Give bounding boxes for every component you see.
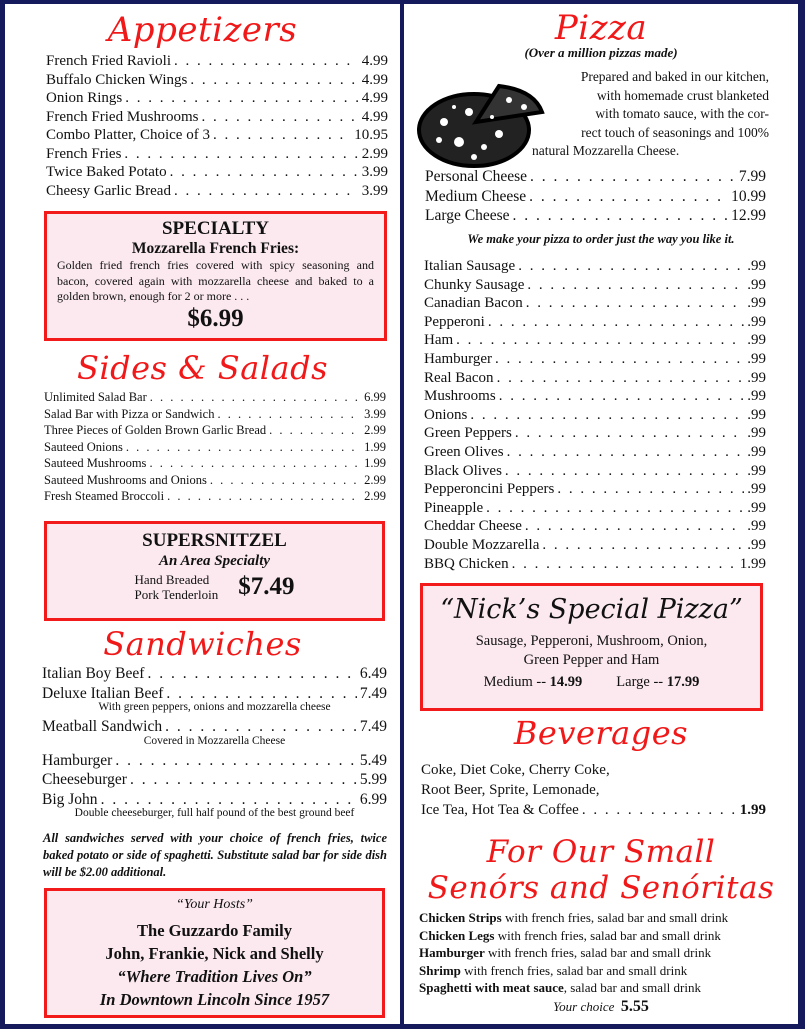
item-price: 7.99 bbox=[738, 168, 766, 185]
sandwiches-footnote: All sandwiches served with your choice of french fries, twice baked potato or side of spaghetti. Substitute salad bar for side dish will be $2.00 additional. bbox=[43, 831, 387, 879]
item-price: 10.95 bbox=[354, 127, 388, 143]
menu-item bbox=[44, 488, 386, 505]
menu-item bbox=[46, 126, 388, 145]
kids-item bbox=[419, 962, 728, 980]
pizza-description-line: natural Mozzarella Cheese. bbox=[532, 143, 680, 158]
item-price: 6.99 bbox=[359, 790, 387, 808]
menu-item bbox=[46, 163, 388, 182]
item-name: Fresh Steamed Broccoli bbox=[44, 489, 165, 503]
item-name: Personal Cheese bbox=[425, 168, 528, 185]
specialty-description: Golden fried french fries covered with spicy seasoning and bacon, covered again with mozzarella cheese and baked to a golden brown, enough for 2 or more . . . bbox=[57, 258, 374, 303]
item-name: Large Cheese bbox=[425, 207, 510, 224]
leader-dots bbox=[526, 294, 745, 313]
nicks-line2: Green Pepper and Ham bbox=[523, 652, 660, 668]
menu-item bbox=[424, 480, 766, 499]
item-name: Cheesy Garlic Bread bbox=[46, 182, 171, 199]
nicks-special-box bbox=[420, 583, 763, 711]
item-name: Mushrooms bbox=[424, 388, 496, 405]
sides-title: Sides & Salads bbox=[76, 349, 329, 387]
menu-item bbox=[424, 369, 766, 388]
leader-dots bbox=[456, 331, 744, 350]
pizza-description bbox=[532, 68, 769, 161]
item-price: 2.99 bbox=[361, 145, 388, 162]
specialty-box bbox=[44, 211, 387, 341]
menu-item bbox=[424, 387, 766, 406]
item-price: 1.99 bbox=[364, 456, 386, 470]
kids-item-desc: with french fries, salad bar and small drink bbox=[494, 927, 721, 943]
item-price: 2.99 bbox=[364, 489, 386, 503]
kids-item-desc: with french fries, salad bar and small drink bbox=[460, 962, 688, 978]
leader-dots bbox=[217, 406, 361, 423]
supersnitzel-line2: Pork Tenderloin bbox=[134, 587, 219, 602]
item-price: 3.99 bbox=[364, 406, 386, 421]
leader-dots bbox=[515, 424, 744, 443]
menu-item bbox=[42, 664, 387, 684]
item-price: 3.99 bbox=[361, 164, 388, 180]
kids-item bbox=[419, 944, 728, 962]
sandwiches-title: Sandwiches bbox=[103, 625, 302, 663]
item-price: .99 bbox=[747, 295, 766, 312]
menu-item bbox=[44, 406, 386, 423]
item-name: Onions bbox=[424, 406, 468, 423]
leader-dots bbox=[124, 145, 358, 164]
menu-item bbox=[424, 331, 766, 350]
item-name: Green Peppers bbox=[424, 425, 512, 442]
item-name: Unlimited Salad Bar bbox=[44, 390, 147, 404]
pizza-description-line: with tomato sauce, with the cor- bbox=[595, 106, 769, 121]
item-price: .99 bbox=[747, 332, 766, 349]
pizza-description-line: Prepared and baked in our kitchen, bbox=[580, 69, 769, 84]
item-price: .99 bbox=[747, 425, 766, 442]
leader-dots bbox=[542, 536, 744, 555]
item-price: .99 bbox=[747, 462, 766, 479]
hosts-motto: “Where Tradition Lives On” bbox=[117, 967, 312, 986]
menu-right-page bbox=[404, 4, 798, 1024]
item-name: Sauteed Mushrooms bbox=[44, 456, 147, 470]
item-name: Twice Baked Potato bbox=[46, 164, 167, 180]
kids-choice-label: Your choice bbox=[553, 999, 615, 1014]
kids-item-desc: , salad bar and small drink bbox=[563, 980, 701, 995]
leader-dots bbox=[497, 369, 745, 388]
leader-dots bbox=[505, 462, 744, 481]
leader-dots bbox=[190, 71, 358, 90]
leader-dots bbox=[530, 167, 736, 187]
menu-item bbox=[424, 424, 766, 443]
item-name: Green Olives bbox=[424, 444, 504, 460]
item-name: Pepperoni bbox=[424, 313, 485, 330]
leader-dots bbox=[529, 187, 728, 207]
menu-item bbox=[46, 89, 388, 108]
item-price: 12.99 bbox=[731, 207, 766, 224]
item-price: 6.49 bbox=[359, 665, 387, 682]
leader-dots bbox=[512, 555, 737, 574]
item-price: .99 bbox=[747, 313, 766, 330]
item-price: .99 bbox=[747, 518, 766, 535]
item-name: Hamburger bbox=[424, 351, 493, 367]
menu-item bbox=[424, 313, 766, 332]
item-name: Cheddar Cheese bbox=[424, 518, 522, 535]
item-name: Cheeseburger bbox=[42, 771, 127, 788]
item-price: 1.99 bbox=[739, 555, 766, 572]
nicks-large-price: 17.99 bbox=[666, 674, 700, 690]
item-price: 1.99 bbox=[364, 439, 386, 454]
menu-item bbox=[42, 751, 387, 771]
specialty-price: $6.99 bbox=[187, 304, 244, 332]
item-name: Real Bacon bbox=[424, 369, 494, 386]
menu-item bbox=[424, 443, 766, 462]
item-price: .99 bbox=[747, 499, 766, 516]
hosts-family: The Guzzardo Family bbox=[137, 921, 292, 940]
kids-choice bbox=[404, 998, 798, 1016]
item-name: Buffalo Chicken Wings bbox=[46, 71, 188, 88]
specialty-name: Mozzarella French Fries: bbox=[131, 240, 300, 257]
kids-item-name: Chicken Legs bbox=[419, 927, 495, 943]
pizza-title: Pizza bbox=[554, 8, 648, 48]
leader-dots bbox=[150, 389, 361, 406]
pizza-note: We make your pizza to order just the way you like it. bbox=[467, 232, 735, 246]
item-name: Black Olives bbox=[424, 462, 502, 479]
item-price: 5.49 bbox=[359, 751, 387, 769]
leader-dots bbox=[167, 488, 361, 505]
item-price: .99 bbox=[747, 537, 766, 553]
item-name: Deluxe Italian Beef bbox=[42, 684, 164, 702]
leader-dots bbox=[527, 276, 744, 295]
leader-dots bbox=[557, 480, 744, 499]
item-name: Big John bbox=[42, 790, 98, 808]
kids-list bbox=[419, 909, 728, 997]
item-name: French Fries bbox=[46, 145, 122, 162]
menu-item bbox=[425, 167, 766, 187]
item-name: Onion Rings bbox=[46, 90, 123, 106]
item-name: Italian Sausage bbox=[424, 258, 516, 274]
item-price: .99 bbox=[747, 369, 766, 386]
kids-choice-price: 5.55 bbox=[620, 998, 649, 1015]
pizza-subtitle: (Over a million pizzas made) bbox=[524, 45, 678, 60]
beverages-line-3 bbox=[421, 800, 766, 820]
kids-item bbox=[419, 979, 728, 997]
menu-item bbox=[44, 389, 386, 406]
menu-item bbox=[46, 108, 388, 127]
leader-dots bbox=[470, 406, 744, 425]
kids-item-name: Shrimp bbox=[419, 962, 461, 978]
beverages-line-1: Coke, Diet Coke, Cherry Coke, bbox=[421, 762, 610, 778]
leader-dots bbox=[507, 443, 745, 462]
beverages-price: 1.99 bbox=[739, 802, 766, 818]
item-name: Sauteed Onions bbox=[44, 439, 123, 454]
menu-item bbox=[424, 257, 766, 276]
leader-dots bbox=[147, 664, 356, 684]
supersnitzel-line1: Hand Breaded bbox=[134, 572, 210, 587]
supersnitzel-price: $7.49 bbox=[238, 573, 295, 600]
menu-item bbox=[424, 499, 766, 518]
item-price: .99 bbox=[747, 388, 766, 405]
nicks-medium-label: Medium -- bbox=[483, 674, 547, 690]
item-name: Hamburger bbox=[42, 751, 113, 769]
item-price: 7.49 bbox=[359, 718, 387, 735]
pizza-description-line: rect touch of seasonings and 100% bbox=[581, 124, 769, 140]
item-name: Canadian Bacon bbox=[424, 295, 523, 312]
item-name: Sauteed Mushrooms and Onions bbox=[44, 472, 207, 487]
nicks-title: “Nick’s Special Pizza” bbox=[440, 594, 743, 625]
leader-dots bbox=[513, 206, 729, 226]
item-name: Ham bbox=[424, 332, 454, 349]
leader-dots bbox=[499, 387, 745, 406]
item-note: With green peppers, onions and mozzarella cheese bbox=[98, 701, 331, 713]
kids-item-name: Spaghetti with meat sauce bbox=[419, 980, 564, 995]
leader-dots bbox=[170, 163, 359, 182]
leader-dots bbox=[174, 182, 359, 201]
menu-item bbox=[44, 455, 386, 472]
item-name: Salad Bar with Pizza or Sandwich bbox=[44, 406, 215, 421]
item-price: 4.99 bbox=[361, 108, 388, 125]
menu-item bbox=[424, 517, 766, 536]
item-name: Medium Cheese bbox=[425, 187, 527, 205]
leader-dots bbox=[149, 455, 361, 472]
menu-item bbox=[424, 462, 766, 481]
item-name: BBQ Chicken bbox=[424, 555, 509, 572]
hosts-box bbox=[44, 888, 385, 1018]
menu-item bbox=[44, 422, 386, 439]
supersnitzel-heading: SUPERSNITZEL bbox=[142, 530, 287, 551]
menu-item bbox=[425, 206, 766, 226]
leader-dots bbox=[126, 439, 361, 456]
menu-item bbox=[46, 145, 388, 164]
kids-title-line2: Senórs and Senóritas bbox=[427, 870, 775, 906]
item-name: French Fried Mushrooms bbox=[46, 108, 199, 125]
hosts-since: In Downtown Lincoln Since 1957 bbox=[99, 990, 330, 1009]
menu-item bbox=[46, 182, 388, 201]
item-price: .99 bbox=[747, 444, 766, 460]
menu-item bbox=[424, 555, 766, 574]
item-name: French Fried Ravioli bbox=[46, 53, 171, 69]
nicks-medium-price: 14.99 bbox=[549, 674, 583, 690]
beverages-line-2: Root Beer, Sprite, Lemonade, bbox=[421, 782, 600, 798]
item-price: 6.99 bbox=[364, 390, 386, 404]
item-price: .99 bbox=[747, 276, 766, 293]
item-price: 2.99 bbox=[364, 472, 386, 487]
menu-item bbox=[424, 406, 766, 425]
leader-dots bbox=[486, 499, 744, 518]
beverages-last-name: Ice Tea, Hot Tea & Coffee bbox=[421, 802, 579, 818]
item-price: .99 bbox=[747, 258, 766, 274]
item-price: 4.99 bbox=[361, 71, 388, 88]
kids-item-desc: with french fries, salad bar and small drink bbox=[501, 910, 729, 925]
item-price: .99 bbox=[747, 481, 766, 498]
item-name: Pineapple bbox=[424, 499, 484, 516]
item-price: 2.99 bbox=[364, 423, 386, 437]
item-name: Three Pieces of Golden Brown Garlic Bread bbox=[44, 423, 267, 437]
nicks-line1: Sausage, Pepperoni, Mushroom, Onion, bbox=[475, 633, 708, 649]
leader-dots bbox=[518, 257, 744, 276]
kids-item-name: Chicken Strips bbox=[419, 910, 502, 925]
item-note: Double cheeseburger, full half pound of the best ground beef bbox=[74, 807, 355, 819]
item-price: 3.99 bbox=[361, 182, 388, 199]
kids-item bbox=[419, 909, 728, 927]
menu-item bbox=[42, 770, 387, 790]
beverages-title: Beverages bbox=[513, 714, 689, 752]
item-name: Chunky Sausage bbox=[424, 276, 525, 293]
item-name: Combo Platter, Choice of 3 bbox=[46, 127, 210, 143]
specialty-heading: SPECIALTY bbox=[161, 218, 269, 239]
hosts-label: “Your Hosts” bbox=[176, 897, 253, 912]
menu-item bbox=[424, 276, 766, 295]
item-name: Italian Boy Beef bbox=[42, 665, 145, 682]
item-price: .99 bbox=[747, 351, 766, 367]
menu-item bbox=[425, 187, 766, 207]
item-name: Meatball Sandwich bbox=[42, 718, 163, 735]
leader-dots bbox=[174, 52, 359, 71]
leader-dots bbox=[525, 517, 744, 536]
kids-item-name: Hamburger bbox=[419, 945, 485, 960]
menu-item bbox=[46, 71, 388, 90]
leader-dots bbox=[125, 89, 358, 108]
leader-dots bbox=[495, 350, 744, 369]
appetizers-title: Appetizers bbox=[107, 10, 298, 50]
leader-dots bbox=[115, 751, 357, 771]
menu-item bbox=[46, 52, 388, 71]
leader-dots bbox=[488, 313, 744, 332]
item-price: 10.99 bbox=[731, 187, 766, 205]
item-price: .99 bbox=[747, 406, 766, 423]
leader-dots bbox=[213, 126, 351, 145]
pizza-description-line: with homemade crust blanketed bbox=[596, 87, 769, 103]
pizza-illustration-icon bbox=[414, 72, 549, 172]
menu-item bbox=[44, 439, 386, 456]
kids-title-line1: For Our Small bbox=[486, 834, 716, 870]
item-price: 5.99 bbox=[359, 771, 387, 788]
menu-item bbox=[424, 294, 766, 313]
item-name: Pepperoncini Peppers bbox=[424, 481, 555, 498]
hosts-names: John, Frankie, Nick and Shelly bbox=[105, 944, 324, 963]
leader-dots bbox=[269, 422, 361, 439]
item-price: 4.99 bbox=[361, 53, 388, 69]
item-note: Covered in Mozzarella Cheese bbox=[143, 734, 286, 747]
supersnitzel-tagline: An Area Specialty bbox=[158, 553, 271, 569]
item-name: Double Mozzarella bbox=[424, 537, 540, 553]
nicks-large-label: Large -- bbox=[616, 674, 664, 690]
item-price: 4.99 bbox=[361, 90, 388, 106]
kids-item bbox=[419, 927, 728, 945]
kids-item-desc: with french fries, salad bar and small drink bbox=[484, 945, 712, 960]
menu-item bbox=[424, 536, 766, 555]
menu-item bbox=[44, 472, 386, 489]
leader-dots bbox=[202, 108, 359, 127]
menu-left-page bbox=[5, 4, 400, 1024]
supersnitzel-box bbox=[44, 521, 385, 621]
leader-dots bbox=[210, 472, 361, 489]
menu-item bbox=[424, 350, 766, 369]
leader-dots bbox=[130, 770, 357, 790]
item-price: 7.49 bbox=[359, 684, 387, 702]
